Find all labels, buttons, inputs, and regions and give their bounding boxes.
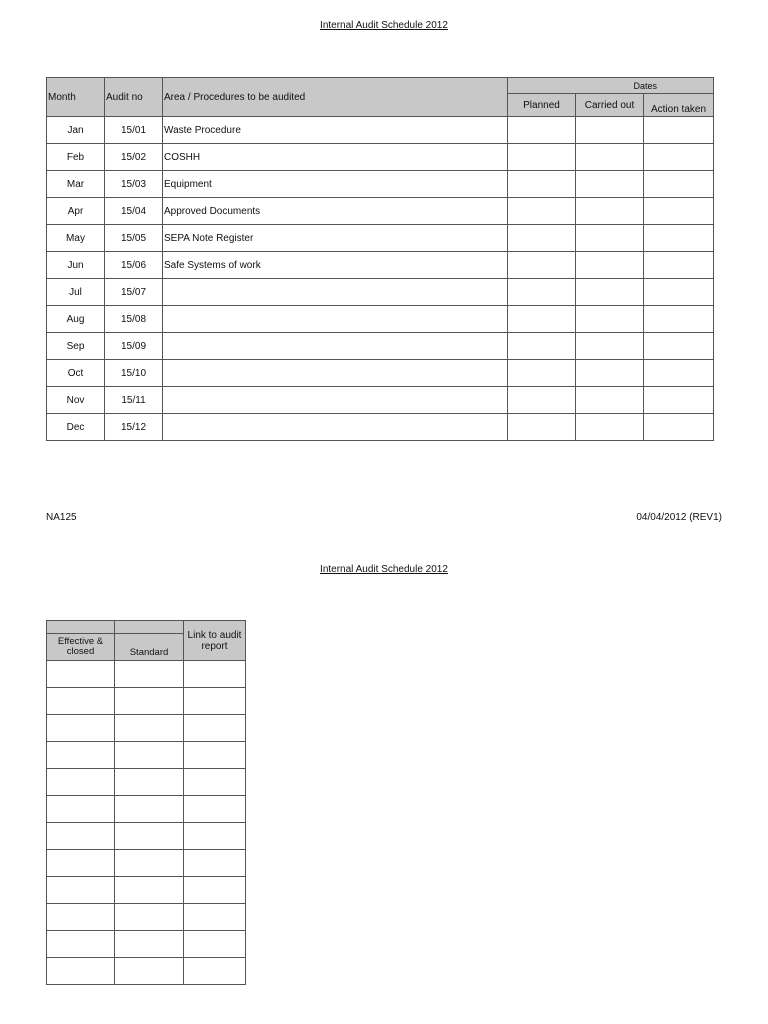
effective-closed-cell bbox=[47, 796, 115, 823]
effective-closed-cell bbox=[47, 769, 115, 796]
action-taken-cell bbox=[644, 306, 714, 333]
standard-cell bbox=[115, 688, 184, 715]
area-cell bbox=[163, 333, 508, 360]
audit-report-link-cell bbox=[184, 742, 246, 769]
table-row bbox=[47, 796, 246, 823]
header-blank bbox=[47, 621, 115, 634]
audit-report-link-cell bbox=[184, 850, 246, 877]
area-cell bbox=[163, 360, 508, 387]
standard-cell bbox=[115, 958, 184, 985]
table-row bbox=[47, 931, 246, 958]
area-cell: Equipment bbox=[163, 171, 508, 198]
planned-date-cell bbox=[508, 171, 576, 198]
table-row bbox=[47, 850, 246, 877]
table-row bbox=[47, 279, 714, 306]
effective-closed-cell bbox=[47, 688, 115, 715]
area-cell bbox=[163, 387, 508, 414]
standard-cell bbox=[115, 715, 184, 742]
month-cell: Jun bbox=[47, 252, 105, 279]
header-audit-no: Audit no bbox=[105, 78, 163, 117]
standard-cell bbox=[115, 823, 184, 850]
audit-no-cell: 15/02 bbox=[105, 144, 163, 171]
planned-date-cell bbox=[508, 306, 576, 333]
header-action-taken: Action taken bbox=[644, 94, 714, 117]
planned-date-cell bbox=[508, 252, 576, 279]
planned-date-cell bbox=[508, 387, 576, 414]
standard-cell bbox=[115, 796, 184, 823]
table-row bbox=[47, 661, 246, 688]
area-cell bbox=[163, 306, 508, 333]
month-cell: Oct bbox=[47, 360, 105, 387]
audit-no-cell: 15/01 bbox=[105, 117, 163, 144]
month-cell: Apr bbox=[47, 198, 105, 225]
standard-cell bbox=[115, 931, 184, 958]
table-row bbox=[47, 333, 714, 360]
table-row bbox=[47, 823, 246, 850]
action-taken-cell bbox=[644, 279, 714, 306]
audit-report-link-cell bbox=[184, 904, 246, 931]
audit-no-cell: 15/07 bbox=[105, 279, 163, 306]
audit-report-link-cell bbox=[184, 931, 246, 958]
table-row bbox=[47, 306, 714, 333]
header-month: Month bbox=[47, 78, 105, 117]
audit-no-cell: 15/11 bbox=[105, 387, 163, 414]
effective-closed-cell bbox=[47, 931, 115, 958]
action-taken-cell bbox=[644, 225, 714, 252]
area-cell bbox=[163, 414, 508, 441]
audit-report-link-cell bbox=[184, 715, 246, 742]
carried-out-date-cell bbox=[576, 117, 644, 144]
planned-date-cell bbox=[508, 414, 576, 441]
month-cell: Feb bbox=[47, 144, 105, 171]
action-taken-cell bbox=[644, 117, 714, 144]
area-cell: Approved Documents bbox=[163, 198, 508, 225]
month-cell: May bbox=[47, 225, 105, 252]
table-row bbox=[47, 688, 246, 715]
action-taken-cell bbox=[644, 333, 714, 360]
effective-closed-cell bbox=[47, 877, 115, 904]
page-title: Internal Audit Schedule 2012 bbox=[320, 20, 448, 31]
effective-closed-cell bbox=[47, 850, 115, 877]
table-row bbox=[47, 225, 714, 252]
carried-out-date-cell bbox=[576, 414, 644, 441]
table-row bbox=[47, 769, 246, 796]
planned-date-cell bbox=[508, 198, 576, 225]
carried-out-date-cell bbox=[576, 252, 644, 279]
table-row bbox=[47, 387, 714, 414]
header-carried-out: Carried out bbox=[576, 94, 644, 117]
header-effective-closed: Effective & closed bbox=[47, 634, 115, 661]
planned-date-cell bbox=[508, 117, 576, 144]
month-cell: Dec bbox=[47, 414, 105, 441]
area-cell bbox=[163, 279, 508, 306]
audit-report-link-cell bbox=[184, 661, 246, 688]
action-taken-cell bbox=[644, 360, 714, 387]
audit-report-link-cell bbox=[184, 769, 246, 796]
audit-report-link-cell bbox=[184, 877, 246, 904]
effective-closed-cell bbox=[47, 742, 115, 769]
header-standard: Standard bbox=[115, 634, 184, 661]
month-cell: Mar bbox=[47, 171, 105, 198]
month-cell: Aug bbox=[47, 306, 105, 333]
planned-date-cell bbox=[508, 144, 576, 171]
effective-closed-cell bbox=[47, 958, 115, 985]
effective-closed-cell bbox=[47, 715, 115, 742]
carried-out-date-cell bbox=[576, 279, 644, 306]
carried-out-date-cell bbox=[576, 360, 644, 387]
table-row bbox=[47, 414, 714, 441]
audit-no-cell: 15/06 bbox=[105, 252, 163, 279]
planned-date-cell bbox=[508, 225, 576, 252]
planned-date-cell bbox=[508, 360, 576, 387]
table-row bbox=[47, 715, 246, 742]
carried-out-date-cell bbox=[576, 225, 644, 252]
month-cell: Jul bbox=[47, 279, 105, 306]
table-row bbox=[47, 742, 246, 769]
table-row bbox=[47, 904, 246, 931]
action-taken-cell bbox=[644, 252, 714, 279]
audit-no-cell: 15/04 bbox=[105, 198, 163, 225]
action-taken-cell bbox=[644, 171, 714, 198]
month-cell: Sep bbox=[47, 333, 105, 360]
carried-out-date-cell bbox=[576, 198, 644, 225]
audit-report-link-cell bbox=[184, 823, 246, 850]
audit-no-cell: 15/09 bbox=[105, 333, 163, 360]
standard-cell bbox=[115, 769, 184, 796]
area-cell: Safe Systems of work bbox=[163, 252, 508, 279]
table-row bbox=[47, 198, 714, 225]
table-row bbox=[47, 171, 714, 198]
table-row bbox=[47, 958, 246, 985]
standard-cell bbox=[115, 850, 184, 877]
revision-date: 04/04/2012 (REV1) bbox=[636, 512, 722, 523]
area-cell: Waste Procedure bbox=[163, 117, 508, 144]
audit-no-cell: 15/10 bbox=[105, 360, 163, 387]
planned-date-cell bbox=[508, 279, 576, 306]
audit-no-cell: 15/08 bbox=[105, 306, 163, 333]
effective-closed-cell bbox=[47, 904, 115, 931]
page-title-2: Internal Audit Schedule 2012 bbox=[320, 564, 448, 575]
carried-out-date-cell bbox=[576, 144, 644, 171]
carried-out-date-cell bbox=[576, 306, 644, 333]
effective-closed-cell bbox=[47, 661, 115, 688]
effective-closed-cell bbox=[47, 823, 115, 850]
header-link-to-audit-report: Link to audit report bbox=[184, 621, 246, 661]
area-cell: COSHH bbox=[163, 144, 508, 171]
carried-out-date-cell bbox=[576, 333, 644, 360]
month-cell: Jan bbox=[47, 117, 105, 144]
table-row bbox=[47, 360, 714, 387]
area-cell: SEPA Note Register bbox=[163, 225, 508, 252]
standard-cell bbox=[115, 742, 184, 769]
month-cell: Nov bbox=[47, 387, 105, 414]
header-dates: Dates bbox=[508, 78, 714, 94]
audit-report-link-cell bbox=[184, 688, 246, 715]
table-row bbox=[47, 117, 714, 144]
carried-out-date-cell bbox=[576, 387, 644, 414]
audit-no-cell: 15/05 bbox=[105, 225, 163, 252]
audit-no-cell: 15/12 bbox=[105, 414, 163, 441]
standard-cell bbox=[115, 904, 184, 931]
document-code: NA125 bbox=[46, 512, 77, 523]
header-area: Area / Procedures to be audited bbox=[163, 78, 508, 117]
standard-cell bbox=[115, 661, 184, 688]
carried-out-date-cell bbox=[576, 171, 644, 198]
audit-report-link-cell bbox=[184, 796, 246, 823]
action-taken-cell bbox=[644, 198, 714, 225]
action-taken-cell bbox=[644, 414, 714, 441]
audit-no-cell: 15/03 bbox=[105, 171, 163, 198]
standard-cell bbox=[115, 877, 184, 904]
action-taken-cell bbox=[644, 144, 714, 171]
audit-report-link-cell bbox=[184, 958, 246, 985]
audit-schedule-table bbox=[46, 77, 714, 441]
table-row bbox=[47, 877, 246, 904]
table-row bbox=[47, 252, 714, 279]
table-row bbox=[47, 144, 714, 171]
action-taken-cell bbox=[644, 387, 714, 414]
audit-closure-table bbox=[46, 620, 246, 985]
header-blank bbox=[115, 621, 184, 634]
planned-date-cell bbox=[508, 333, 576, 360]
header-planned: Planned bbox=[508, 94, 576, 117]
